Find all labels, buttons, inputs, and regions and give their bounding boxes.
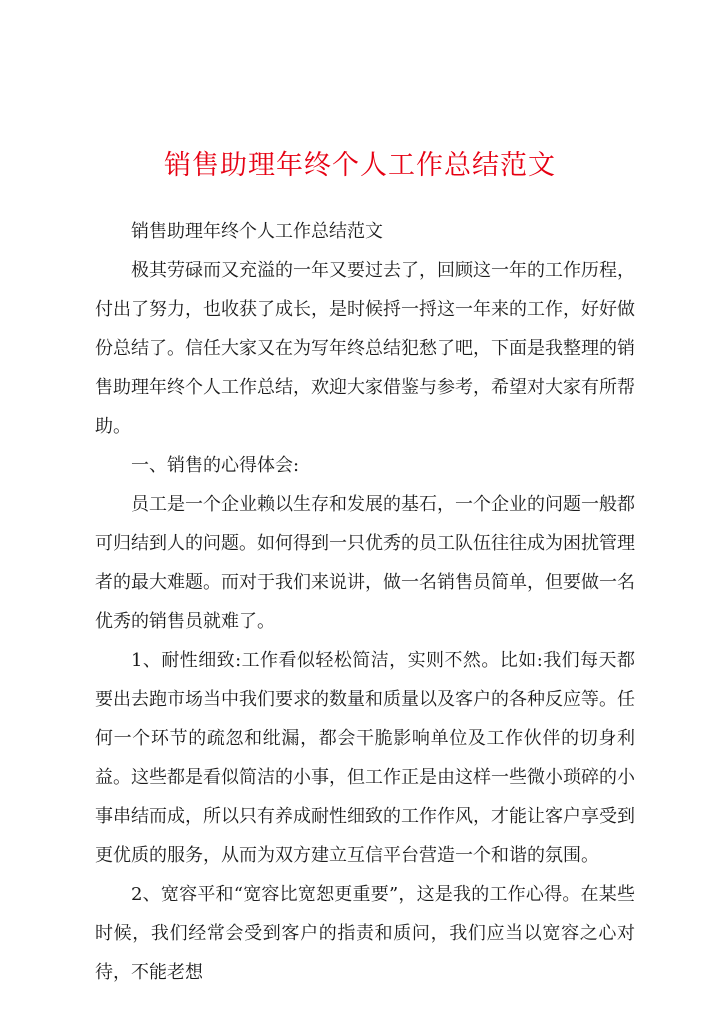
paragraph-point-1: 1、耐性细致:工作看似轻松简洁，实则不然。比如:我们每天都要出去跑市场当中我们要求的数量和质量以及客户的各种反应等。任何一个环节的疏忽和纰漏，都会干脆影响单位及工作伙伴的切身利益。这些都是看似简洁的小事，但工作正是由这样一些微小琐碎的小事串结而成，所以只有养成耐性细致的工作作风，才能让客户享受到更优质的服务，从而为双方建立互信平台营造一个和谐的氛围。 [95, 650, 635, 866]
paragraph-intro: 极其劳碌而又充溢的一年又要过去了，回顾这一年的工作历程，付出了努力，也收获了成长，是时候捋一捋这一年来的工作，好好做份总结了。信任大家又在为写年终总结犯愁了吧，下面是我整理的销售助理年终个人工作总结，欢迎大家借鉴与参考，希望对大家有所帮助。 [95, 260, 635, 437]
paragraph-point-2: 2、宽容平和“宽容比宽恕更重要”，这是我的工作心得。在某些时候，我们经常会受到客户的指责和质问，我们应当以宽容之心对待，不能老想 [95, 884, 635, 983]
paragraph-subtitle: 销售助理年终个人工作总结范文 [131, 221, 383, 242]
paragraph-section-heading: 一、销售的心得体会: [131, 455, 300, 476]
document-title: 销售助理年终个人工作总结范文 [164, 150, 556, 181]
document-body [95, 212, 635, 992]
paragraph-staff: 员工是一个企业赖以生存和发展的基石，一个企业的问题一般都可归结到人的问题。如何得到一只优秀的员工队伍往往成为困扰管理者的最大难题。而对于我们来说讲，做一名销售员简单，但要做一名优秀的销售员就难了。 [95, 494, 635, 632]
